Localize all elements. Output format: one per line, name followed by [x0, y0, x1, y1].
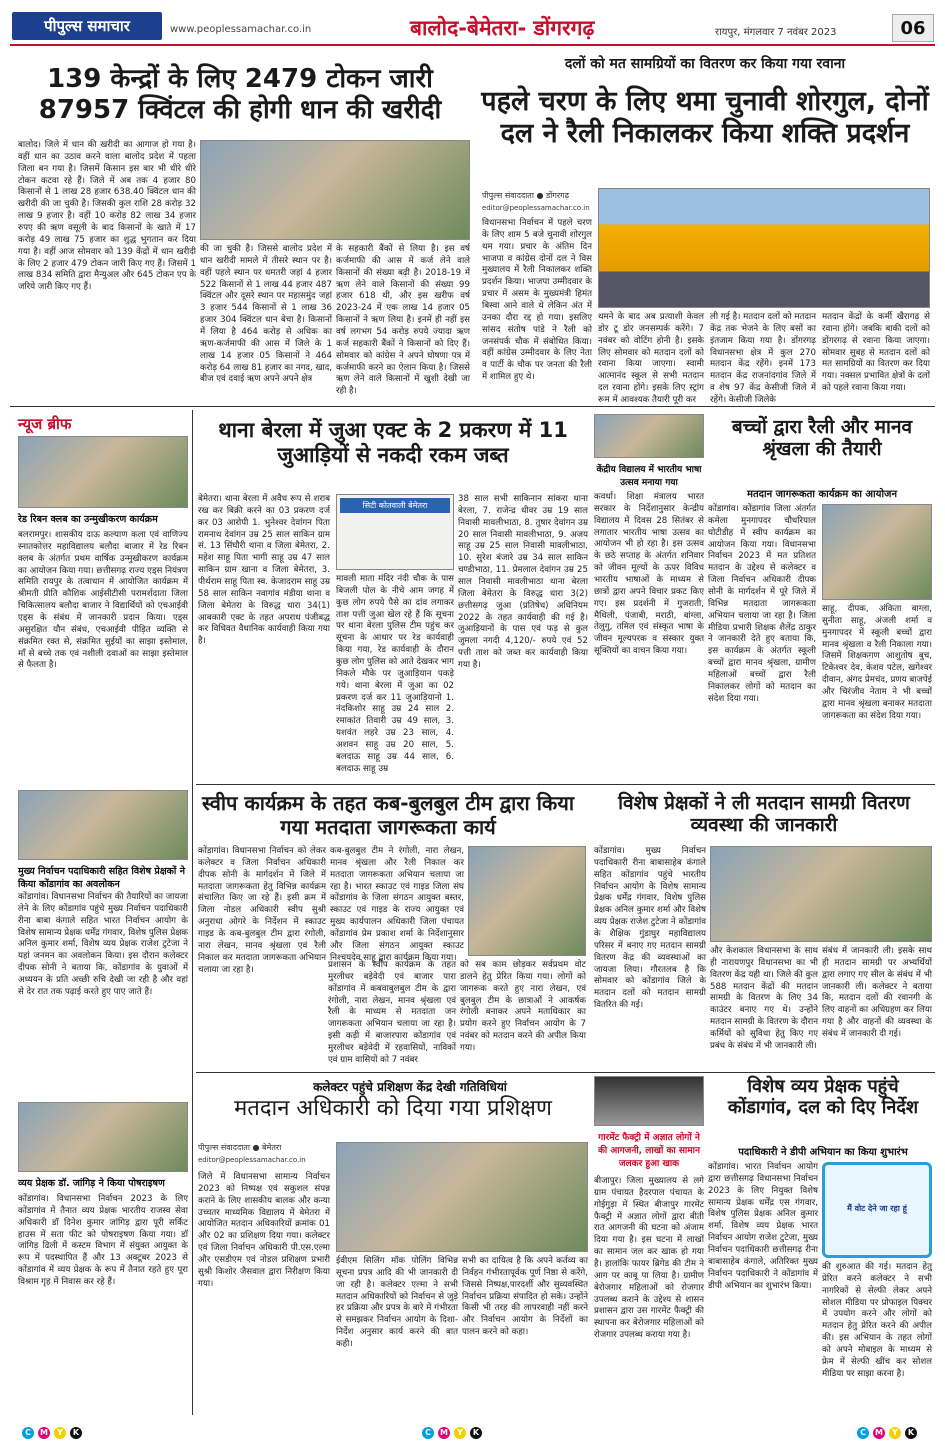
divider-col1	[192, 410, 193, 1415]
story5-subhead: मतदान जागरूकता कार्यक्रम का आयोजन	[746, 489, 897, 500]
story4-caption-body: कवर्धा। शिक्षा मंत्रालय भारत सरकार के निर्देशानुसार केन्द्रीय विद्यालय में दिवस 28 सितंबर से लगातार भारतीय भाषा उत्सव का आयोजन भी हो रहा है। इस उत्सव के छठे सप्ताह के अंतर्गत शनिवार को जीवन मूल्यों के ऊपर विविध भारतीय भाषाओं के माध्यम से छात्रों द्वारा अपने विचार प्रकट किए गए। इस प्रदर्शनी में गुजराती, मैथिली, पंजाबी, मराठी, बांग्ला, तेलुगु, तमिल एवं संस्कृत भाषा के जीवन मूल्यपरक व संस्कार युक्त सूक्तियों का वाचन किया गया।	[594, 492, 704, 657]
divider-row2	[196, 784, 935, 785]
newsbrief-item2-body: कोंडागांव। विधानसभा निर्वाचन की तैयारियों का जायजा लेने के लिए कोंडागांव पहुंचे मुख्य निर्वाचन पदाधिकारी रीना बाबा कंगाले सहित भारत निर्वाचन आयोग के विशेष सामान्य प्रेक्षक धर्मेंद्र गंगवार, विशेष पुलिस प्रेक्षक अनिल कुमार शर्मा, विशेष व्यय प्रेक्षक राजेश टुटेजा ने यहां जनमन का अवलोकन किया। इस दौरान कलेक्टर दीपक सोनी ने बताया कि, कोंडागांव के युवाओं में अध्ययन के प्रति अच्छी रुचि देखी जा रही है और वहां से देर रात तक पढ़ाई करते हुए पाए जाते हैं।	[18, 892, 188, 997]
story7-body-1: कोंडागांव। मुख्य निर्वाचन पदाधिकारी रीना बाबासाहेब कंगाले सहित कोंडागांव पहुंचे भारतीय निर्वाचन आयोग के विशेष सामान्य प्रेक्षक धर्मेंद्र गंगवार, विशेष पुलिस प्रेक्षक अनिल कुमार शर्मा और विशेष व्यय प्रेक्षक राजेश टुटेजा ने कोंडागांव के शैक्षिक गुंडाघुर महाविद्यालय परिसर में बनाए गए मतदान सामग्री वितरण केंद्र की व्यवस्थाओं का जायजा लिया। गौरतलब है कि सोमवार को कोंडागांव जिले के मतदान दलों को मतदान सामग्री वितरित की गई।	[594, 846, 706, 1011]
story4-photo	[594, 414, 704, 458]
story8-headline: मतदान अधिकारी को दिया गया प्रशिक्षण	[234, 1096, 552, 1121]
cmyk-mark-left	[20, 1420, 84, 1439]
selfie-frame	[822, 1162, 932, 1258]
cmyk-c: C	[422, 1427, 434, 1439]
story8-body-2: ईवीएम सिलिंग मॉक पोलिंग विभिन्न सूचना प्रपत्र आदि की भी जानकारी दी जा रही है। कलेक्टर एल्मा ने सभी मतदान अधिकारियों को निर्वाचन से जुड़े हर प्रक्रिया और प्रपत्र के बारे में गंभीरता से समझकर निर्वाचन आयोग के दिशा-निर्देश अनुसार कार्य करने की बात कही।	[336, 1256, 458, 1350]
story2-byline: पीपुल्स संवाददाता ● डोंगरगढ़	[482, 191, 570, 200]
cmyk-m: M	[438, 1427, 450, 1439]
newsbrief-photo-1	[18, 436, 188, 508]
story7-photo	[710, 846, 932, 942]
story6-body-2: कब-बुलबुल टीम ने रंगोली, नारा लेखन, मानव श्रृंखला और रैली निकाल कर मतदाता जागरूकता अभियान चलाया जा रहा है। भारत स्काउट एवं गाइड जिला संघ कोंडागांव के जिला संगठन आयुक्त बस्तर, स्काउट एवं गाइड के राज्य आयुक्त एवं मुख्य कार्यपालन अधिकारी जिला पंचायत कोंडागांव प्रेम प्रकाश शर्मा के निर्देशानुसार और जिला संगठन आयुक्त स्काउट निश्चयदेव साहू द्वारा कार्यक्रम किया गया।	[330, 846, 464, 963]
story4-caption-title: केंद्रीय विद्यालय में भारतीय भाषा उत्सव मनाया गया	[596, 465, 702, 488]
story3-photo-sign: सिटी कोतवाली बेमेतरा	[340, 498, 450, 513]
story3-body-1: बेमेतरा। थाना बेरला में अवैध रूप से शराब रख कर बिक्री करने का 03 प्रकरण दर्ज कर 03 आरोपी 1. भुनेश्वर देवांगन पिता रामनाथ देवांगन उम्र 25 साल साकिन ग्राम सं. 13 सिंघौरी थाना व जिला बेमेतरा, 2. महेश साहू पिता भागी साहू उम्र 47 साल साकिन ग्राम खाना व जिला बेमेतरा, 3. पीर्थराम साहू पिता स्व. केजादराम साहू उम्र 58 साल साकिन नवागांव मंडीया थाना व जिला बेमेतरा के विरुद्ध धारा 34(1) आबकारी एक्ट के तहत अपराध पंजीबद्ध कर विधिवत वैधानिक कार्यवाही किया गया है।	[198, 494, 330, 647]
story2-email[interactable]: editor@peoplessamachar.co.in	[482, 204, 590, 212]
story6-headline: स्वीप कार्यक्रम के तहत कब-बुलबुल टीम द्वारा किया गया मतदाता जागरूकता कार्य	[201, 791, 575, 839]
story1-headline: 139 केन्द्रों के लिए 2479 टोकन जारी 87957 क्विंटल की होगी धान की खरीदी	[38, 64, 442, 125]
cmyk-mark-right	[855, 1420, 919, 1439]
story2-kicker: दलों को मत सामग्रियों का वितरण कर किया गया रवाना	[564, 56, 846, 72]
newsbrief-item3-title: व्यय प्रेक्षक डॉ. जांगिड़ ने किया पोषराइषण	[18, 1178, 165, 1189]
story6-photo	[468, 846, 586, 956]
story2-headline: पहले चरण के लिए थमा चुनावी शोरगुल, दोनों दल ने रैली निकालकर किया शक्ति प्रदर्शन	[481, 86, 929, 149]
story6-caption-1: प्रशासन के स्वीप कार्यक्रम के तहत मुरलीधर बड़ेवेदी एवं बाजार पारा कोंडागांव में कबवाबुलबुल टीम के द्वारा रंगोली, नारा लेखन, मानव श्रृंखला एवं रैली के माध्यम से मतदाता जन जागरूकता अभियान चलाया जा रहा है। इसी कड़ी में बाजारपारा कोंडागांव एवं मुरलीधर बड़ेवेदी में रहवासियों, नाविकों एवं ग्राम वासियों को 7 नवंबर	[328, 960, 456, 1065]
website[interactable]: www.peoplessamachar.co.in	[170, 24, 312, 35]
story5-body-2: साहू, दीपक, अंकिता बाग्ला, सुनीता साहू, अंजली शर्मा व मुनगापदर में स्कूली बच्चों द्वारा मानव श्रृंखला व रैली निकाला गया। जिसमें शिक्षकगण आशुतोष बुच, टिकेश्वर देव, केशव पटेल, खगेश्वर दीवान, अंगद प्रेमचंद, प्रणय बाजपेई और चिरंजीव नेताम ने भी बच्चों द्वारा मानव श्रृंखला बनाकर मतदाता जागरूकता का संदेश दिया गया।	[822, 604, 932, 721]
masthead: पीपुल्स समाचार	[12, 12, 162, 40]
story10-body-2: की शुरुआत की गई। मतदान हेतु प्रेरित करने कलेक्टर ने सभी नागरिकों से सेल्फी लेकर अपने सोशल मीडिया पर प्रोफाइल पिक्चर में उपयोग करने और लोगों को मतदान हेतु प्रेरित करने की अपील की। इस अभियान के तहत लोगों को अपने मोबाइल के माध्यम से फ्रेम में सेल्फी खींच कर सोशल मीडिया पर साझा करना है।	[822, 1262, 932, 1379]
newsbrief-item1-body: बलरामपुर। शासकीय दाऊ कल्याण कला एवं वाणिज्य स्नातकोत्तर महाविद्यालय बलौदा बाजार में रेड रिबन क्लब के अंतर्गत प्रथम वार्षिक उन्मुखीकरण कार्यक्रम का आयोजन किया गया। छत्तीसगढ़ राज्य एड्स नियंत्रण समिति रायपुर के तत्वाधान में आयोजित कार्यक्रम में श्रीमती प्रीति कौशिक आईसीटीसी परामर्शदाता जिला चिकित्सालय बलौदा बाजार ने विद्यार्थियों को एचआईवी एड्स के संबंध में जानकारी प्रदान किया। एड्स असुरक्षित यौन संबंध, एचआईवी पीड़ित व्यक्ति से संक्रमित रक्त से, संक्रमित सुईयों का साझा इस्तेमाल, माँ से बच्चे तक एवं नशीली दवाओं का साझा इस्तेमाल से फैलता है।	[18, 530, 188, 671]
cmyk-m: M	[873, 1427, 885, 1439]
story9-caption-title: गारमेंट फैक्ट्री में अज्ञात लोगों ने की आगजनी, लाखों का सामान जलकर हुआ खाक	[598, 1133, 700, 1169]
story2-photo-buses	[598, 188, 930, 308]
story2-body-4: मतदान केंद्रों के कर्मी खैरागढ़ से रवाना होंगे। जबकि बाकी दलों को डोंगरगढ़ से रवाना किया जाएगा। सोमवार सुबह से मतदान दलों को मत सामग्रियों का वितरण कर दिया गया। नक्सल प्रभावित क्षेत्रों के दलों को पहले रवाना किया गया।	[822, 312, 930, 394]
newsbrief-label: न्यूज ब्रीफ	[18, 415, 72, 433]
newsbrief-item3-body: कोंडागांव। विधानसभा निर्वाचन 2023 के लिए कोंडागांव में तैनात व्यय प्रेक्षक भारतीय राजस्व सेवा अधिकारी डॉ दिनेश कुमार जांगिड़ द्वारा पूरी सर्किट हाउस में सता फीट को पोषराइषण किया गया। डॉ जांगिड़ ढिली में कस्टम विभाग में संयुक्त आयुक्त के रूप में पदस्थापित हैं और 13 अक्टूबर 2023 से कोंडागांव में व्यय प्रेक्षक के रूप में तैनात रहते हुए पूरा विश्राम गृह में निवास कर रहे हैं।	[18, 1194, 188, 1288]
cmyk-c: C	[22, 1427, 34, 1439]
story10-headline: विशेष व्यय प्रेक्षक पहुंचे कोंडागांव, दल को दिए निर्देश	[727, 1076, 919, 1119]
page-number: 06	[892, 14, 934, 42]
story7-body-3: संबंध में जानकारी ली। इसके साथ ही मतदान सामग्री पर अभ्यर्थियों द्वारा लगाए गए सील के संबंध में भी जानकारी ली। कलेक्टर ने बताया कि, मतदान दलों की रवानगी के लिए वाहनों का अधिग्रहण कर लिया गया है और वाहनों की व्यवस्था के संबंध में जानकारी दी गई।	[822, 946, 932, 1040]
story5-body-1: कोंडागांव। कोंडागांव जिला अंतर्गत कमेला मुनगापदर चौधरियाल घोटीडीह में स्वीप कार्यक्रम का आयोजन किया गया। विधानसभा निर्वाचन 2023 में मत प्रतिशत मतदान के उद्देश्य से कलेक्टर व जिला निर्वाचन अधिकारी दीपक सोनी के मार्गदर्शन में पूरे जिले में विभिन्न मतदाता जागरूकता अभियान चलाया जा रहा है। जिला मीडिया प्रभारी शिक्षक शैलेंद्र ठाकुर ने जानकारी देते हुए बताया कि, इस कार्यक्रम के अंतर्गत स्कूली बच्चों द्वारा मानव श्रृंखला, ग्रामीण महिलाओं बच्चों द्वारा रैली निकालकर लोगों को मतदान का संदेश दिया गया।	[708, 504, 816, 704]
section-title: बालोद-बेमेतरा- डोंगरगढ़	[410, 16, 595, 40]
story8-photo	[336, 1142, 588, 1252]
story3-body-3: 38 साल सभी साकिनान सांकरा थाना बेरला, 7. राजेन्द्र धीवर उम्र 19 साल निवासी मावलीभाठा, 8. तुषार देवांगन उम्र 20 साल निवासी मावलीभाठा, 9. अजय साहू उम्र 25 साल निवासी मावलीभाठा, 10. सुरेश बंजारे उम्र 34 साल साकिन चण्डीभाठा, 11. प्रेमलाल देवांगन उम्र 25 साल निवासी मावलीभाठा थाना बेरला जिला बेमेतरा के विरुद्ध धारा 3(2) छत्तीसगढ़ जुआ (प्रतिषेध) अधिनियम 2022 के तहत कार्यवाही की गई है। जुआड़ियानों के पास एवं फड़ से कुल जुमला नगदी 4,120/- रुपये एवं 52 पत्ती ताश को जब्त कर कार्यवाही किया गया है।	[458, 494, 588, 671]
cmyk-m: M	[38, 1427, 50, 1439]
story7-headline: विशेष प्रेक्षकों ने ली मतदान सामग्री वितरण व्यवस्था की जानकारी	[618, 792, 910, 837]
newsbrief-item1-title: रेड रिबन क्लब का उन्मुखीकरण कार्यक्रम	[18, 514, 158, 525]
story5-photo	[822, 504, 932, 600]
story6-body-1: कोंडागांव। विधानसभा निर्वाचन को लेकर कलेक्टर व जिला निर्वाचन अधिकारी दीपक सोनी के मार्गदर्शन में जिले में मतदाता जागरूकता हेतु विभिन्न कार्यक्रम संचालित किए जा रहे हैं। इसी क्रम में जिला नोडल अधिकारी स्वीप सुश्री अनुराधा ओगरे के निर्देशन में स्काउट गाइड के कब-बुलबुल टीम द्वारा रंगोली, नारा लेखन, मानव श्रृंखला एवं रैली निकाल कर मतदाता जागरूकता अभियान चलाया जा रहा है।	[198, 846, 326, 975]
selfie-frame-text: मैं वोट देने जा रहा हूं	[847, 1204, 907, 1213]
story8-body-3: सभी का दायित्व है कि अपने कर्तव्य का निर्वहन गंभीरतापूर्वक पूर्ण निष्ठा से करेंगे, जिससे निष्पक्ष,पारदर्शी और सुव्यवस्थित निर्वाचन प्रक्रिया संपादित हो सके। उन्होंने किसी भी तरह की लापरवाही नहीं करने और निर्वाचन आयोग के निर्देशों का पालन करने को कहा।	[462, 1256, 588, 1338]
cmyk-mark-center	[420, 1420, 484, 1439]
cmyk-y: Y	[889, 1427, 901, 1439]
divider-row3	[196, 1072, 935, 1073]
cmyk-k: K	[905, 1427, 917, 1439]
story7-body-2: और केशकाल विधानसभा के साथ ही नारायणपुर विधानसभा का भी वितरण केंद्र यही था। जिले की कुल 588 मतदान केंद्रों की मतदान सामग्री के वितरण के लिए 34 काउंटर बनाए गए थे। उन्होंने मतदान सामग्री के वितरण के दौरान कर्मियों को सुविधा हेतु किए गए प्रबंध के संबंध में भी जानकारी ली।	[710, 946, 818, 1051]
story10-subhead: पदाधिकारी ने डीपी अभियान का किया शुभारंभ	[738, 1147, 908, 1158]
cmyk-y: Y	[54, 1427, 66, 1439]
cmyk-k: K	[70, 1427, 82, 1439]
story2-body-3: ली गई है। मतदान दलों को मतदान केंद्र तक भेजने के लिए बसों का इंतजाम किया गया है। डोंगरगढ़ विधानसभा क्षेत्र में कुल 270 मतदान केंद्र रहेंगे। इनमें 173 मतदान केंद्र राजनांदगांव जिले में व शेष 97 केंद्र केसीजी जिले में रहेंगे। केसीजी जिलेके	[710, 312, 816, 406]
cmyk-y: Y	[454, 1427, 466, 1439]
story8-body-1: जिले में विधानसभा सामान्य निर्वाचन 2023 को निष्पक्ष एवं सकुशल संपन्न कराने के लिए शासकीय बालक और कन्या उच्चतर माध्यमिक विद्यालय में बेमेतरा में आयोजित मतदान अधिकारियों क्रमांक 01 और 02 का प्रशिक्षण दिया गया। कलेक्टर एवं जिला निर्वाचन अधिकारी पी.एस.एल्मा और एसडीएम एवं नोडल प्रशिक्षण प्रभारी सुश्री किशोर जैसवाल द्वारा निरीक्षण किया गया।	[198, 1172, 330, 1289]
story2-body-1: विधानसभा निर्वाचन में पहले चरण के लिए शाम 5 बजे चुनावी शोरगुल थम गया। प्रचार के अंतिम दिन भाजपा व कांग्रेस दोनों दल ने विस मुख्यालय में रैली निकालकर शक्ति प्रदर्शन किया। भाजपा उम्मीदवार के प्रचार में असम के मुख्यमंत्री हिमंत बिस्वा आने वाले थे लेकिन अंत में उनका दौरा रद्द हो गया। इसलिए सांसद संतोष पांडे ने रैली को जनसंपर्क चौक में संबोधित किया। वहीं कांग्रेस उम्मीदवार के लिए नेता व पार्टी के चौक पर जनता की रैली में शामिल हुए थे।	[482, 218, 592, 383]
story1-body-3: के सहकारी बैंकों से लिया है। इस वर्ष कर्जमाफी की आस में कर्ज लेने वाले किसानों की संख्या बढ़ी है। 2018-19 में ऋण लेने वाले किसानों की संख्या 99 हजार 618 थी, और इस खरीफ वर्ष 2023-24 में एक लाख 14 हजार 05 किसानों ने ऋण लिया है। इनमें ही नहीं इस वर्ष लगभग 54 करोड़ रुपये ज्यादा ऋण कर्ज सहकारी बैंकों ने किसानों को दिए हैं। सोमवार को कांग्रेस ने अपने घोषणा पत्र में कर्जमाफी करने का ऐलान किया है। जिससे ऋण लेने वाले किसानों में खुशी देखी जा रही है।	[336, 244, 470, 397]
story8-kicker: कलेक्टर पहुंचे प्रशिक्षण केंद्र देखी गतिविधियां	[313, 1080, 507, 1094]
story9-photo	[594, 1076, 704, 1126]
story8-email[interactable]: editor@peoplessamachar.co.in	[198, 1156, 306, 1164]
story1-body-2: की जा चुकी है। जिससे बालोद प्रदेश में धान खरीदी मामले में तीसरे स्थान पर है। वहीं पहले स्थान पर धमतरी जहां 4 हजार 522 किसानों से 1 लाख 44 हजार 487 क्विंटल और दूसरे स्थान पर महासमुंद जहां 3 हजार 544 किसानों से 1 लाख 36 हजार 304 क्विंटल धान बेचा है। किसानों में लिया है 464 करोड़ से अधिक का ऋण-कर्जमाफी की आस में जिले के 1 लाख 14 हजार 05 किसानों ने 464 करोड़ 64 लाख 81 हजार का नगद, खाद, बीज एवं दवाई ऋण अपने अपने क्षेत्र	[200, 244, 332, 385]
story5-headline: बच्चों द्वारा रैली और मानव श्रृंखला की तैयारी	[731, 416, 913, 461]
story3-body-2: मावली माता मंदिर नंदी चौक के पास बिजली पोल के नीचे आम जगह में कुछ लोग रुपये पैसे का दांव लगाकर ताश पत्ती जुआ खेल रहे हैं कि सूचना पर थाना बेरला पुलिस टीम पहुंच कर सूचना के आधार पर रेड कार्यवाही किया गया, रेड कार्यवाही के दौरान कुछ लोग पुलिस को आते देखकर भाग निकले मौके पर जुआड़ियान पकड़े गये। थाना बेरला में जुआ का 02 प्रकरण दर्ज कर 11 जुआड़ियानो 1. नंदकिशोर साहू उम्र 24 साल 2. रमाकांत तिवारी उम्र 49 साल, 3. यशवंत लहरे उम्र 23 साल, 4. अशवन साहू उम्र 20 साल, 5. बलदाऊ साहू उम्र 44 साल, 6. बलदाऊ साहू उम्र	[336, 574, 454, 774]
story1-body-1: बालोद। जिले में धान की खरीदी का आगाज हो गया है। वहीं धान का उठाव करने वाला बालोद प्रदेश में पहला जिला बन गया है। जिसमें किसान इस बार भी धीरे धीरे टोकन कटवा रहे हैं। जिले में अब तक 4 हजार 80 किसानों से 1 लाख 28 हजार 638.40 क्विंटल धान की खरीदी की जा चुकी है। जिसकी कुल राशि 28 करोड़ 32 लाख 9 हजार है। वहीं 10 करोड़ 82 लाख 34 हजार रुपए की ऋण वसूली के बाद किसानों के खाते में 17 करोड़ 49 लाख 75 हजार का शुद्ध भुगतान कर दिया गया है। वहीं आज सोमवार को 139 केंद्रों में धान खरीदी के लिए 2 हजार 479 टोकन जारी किए गए हैं। जिसमें 1 लाख 834 समिति द्वारा मैन्युअल और 645 टोकन एप के जरिये जारी किए गए हैं।	[18, 140, 196, 293]
story3-headline: थाना बेरला में जुआ एक्ट के 2 प्रकरण में 11 जुआड़ियों से नकदी रकम जब्त	[218, 418, 568, 467]
story2-body-2: थमने के बाद अब प्रत्याशी केवल डोर टू डोर जनसम्पर्क करेंगे। 7 नवंबर को वोटिंग होनी है। इसके लिए सोमवार को मतदान दलों को रवाना किया जाएगा। स्वामी आत्मानंद स्कूल से सभी मतदान दल रवाना होंगे। इसके लिए स्ट्रांग रूम में आवश्यक तैयारी पूरी कर	[598, 312, 704, 406]
story1-photo	[200, 140, 470, 240]
story8-byline: पीपुल्स संवाददाता ● बेमेतरा	[198, 1143, 282, 1152]
newsbrief-photo-2	[18, 790, 188, 860]
cmyk-c: C	[857, 1427, 869, 1439]
story10-body-1: कोंडागांव। भारत निर्वाचन आयोग द्वारा छत्तीसगढ़ विधानसभा निर्वाचन 2023 के लिए नियुक्त विशेष सामान्य प्रेक्षक धर्मेंद्र एस गंगवार, विशेष पुलिस प्रेक्षक अनिल कुमार शर्मा, विशेष व्यय प्रेक्षक भारत निर्वाचन आयोग राजेश टुटेजा, मुख्य निर्वाचन पदाधिकारी छत्तीसगढ़ रीना बाबासाहेब कंगाले, अतिरिक्त मुख्य निर्वाचन पदाधिकारी ने कोंडागांव में डीपी अभियान का शुभारंभ किया।	[708, 1162, 818, 1291]
dateline: रायपुर, मंगलवार 7 नवंबर 2023	[715, 27, 837, 38]
divider-row1	[10, 406, 935, 407]
cmyk-k: K	[470, 1427, 482, 1439]
newsbrief-photo-3	[18, 1102, 188, 1172]
story6-caption-2: को सब काम छोड़कर सर्वप्रथम वोट डालने हेतु प्रेरित किया गया। लोगों को जागरूक करते हुए नारा लेखन, एवं बुलबुल टीम के छात्राओं ने आकर्षक रंगोली बनाकर अपने मताधिकार का प्रयोग करने हुए निर्वाचन आयोग के 7 नवंबर को मतदान करने की अपील किया गया।	[460, 960, 586, 1054]
newsbrief-item2-title: मुख्य निर्वाचन पदाधिकारी सहित विशेष प्रेक्षकों ने किया कोंडागांव का अवलोकन	[18, 866, 185, 890]
story9-caption-body: बीजापुर। जिला मुख्यालय से लगे ग्राम पंचायत हैदरपाल पंचायत के गोईगुड़ा में स्थित बीजापुर गारमेंट फैक्ट्री में अज्ञात लोगों द्वारा बीती रात आगजनी की घटना को अंजाम दिया गया है। इस घटना में लाखों का सामान जल कर खाक हो गया है। हालांकि फायर ब्रिगेड की टीम ने आग पर काबू पा लिया है। ग्रामीण बेरोजगार महिलाओं को रोजगार उपलब्ध कराने के उद्देश्य से शासन प्रशासन द्वारा उस गारमेंट फैक्ट्री की स्थापना कर बेरोजगार महिलाओं को रोजगार उपलब्ध कराया गया है।	[594, 1176, 704, 1341]
header-rule	[10, 44, 935, 46]
